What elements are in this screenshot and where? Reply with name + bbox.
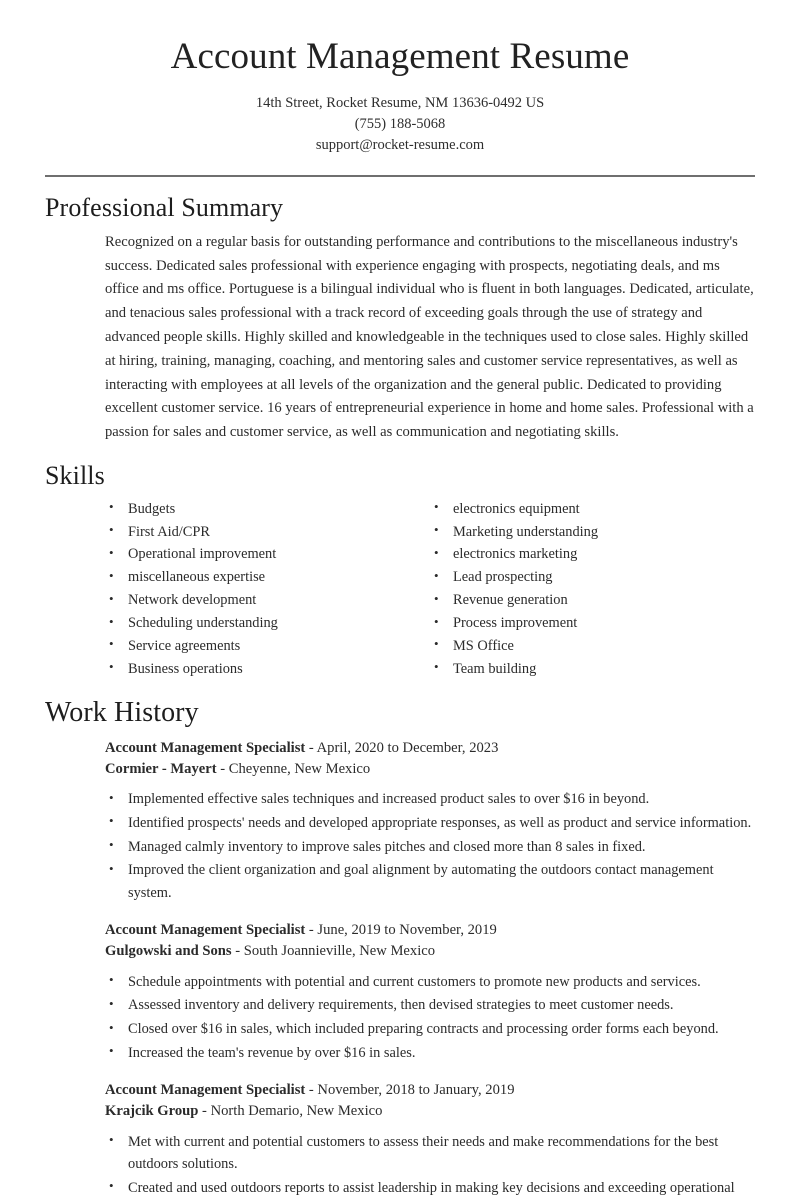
page-title: Account Management Resume [170,36,630,77]
list-item [105,859,755,904]
job-title: Account Management Specialist [105,1082,306,1099]
job-title-line: Account Management Specialist - November, 2018 to January, 2019 [105,1082,515,1099]
work-history-jobs [45,730,755,1200]
job-location: South Joannieville, New Mexico [243,943,436,960]
list-item [430,521,755,544]
job-bullet-text: Schedule appointments with potential and current customers to promote new products and services. [128,973,701,990]
skill-label: MS Office [453,637,514,654]
professional-summary-heading: Professional Summary [45,193,284,223]
skill-label: Operational improvement [128,546,277,563]
job-bullet-text: Managed calmly inventory to improve sales pitches and closed more than 8 sales in fixed. [128,838,646,855]
header-divider [45,175,755,177]
work-history-heading: Work History [45,696,199,728]
job-bullet-list [105,788,755,904]
job-bullet-text: Increased the team's revenue by over $16 in sales. [128,1044,416,1061]
list-item [105,498,430,521]
work-history-entry [105,920,755,1064]
list-item [430,658,755,681]
list-item [105,635,430,658]
job-title-line: Account Management Specialist - June, 2019 to November, 2019 [105,922,497,939]
skill-label: Network development [128,592,257,609]
skill-label: Lead prospecting [453,569,553,586]
work-history-entry [105,738,755,904]
job-bullet-text: Improved the client organization and goal alignment by automating the outdoors contact management system. [128,862,714,901]
list-item [105,1177,755,1200]
list-item [105,566,430,589]
job-bullet-text: Met with current and potential customers to assess their needs and make recommendations for the best outdoors solutions. [128,1133,719,1173]
contact-email: support@rocket-resume.com [315,136,485,153]
list-item [430,612,755,635]
skill-label: Business operations [128,660,243,677]
list-item [105,543,430,566]
skills-body [45,492,755,681]
contact-address: 14th Street, Rocket Resume, NM 13636-0492 US [255,95,545,112]
job-bullet-text: Assessed inventory and delivery requirements, then devised strategies to meet customer needs. [128,997,674,1014]
list-item [105,1131,755,1176]
list-item [105,971,755,994]
job-bullet-text: Implemented effective sales techniques and increased product sales to over $16 in beyond. [128,791,650,808]
list-item [105,788,755,811]
contact-phone: (755) 188-5068 [354,116,446,133]
skill-label: First Aid/CPR [128,523,210,540]
skill-label: Revenue generation [453,592,568,609]
list-item [430,589,755,612]
job-title-line: Account Management Specialist - April, 2020 to December, 2023 [105,739,499,756]
list-item [105,612,430,635]
job-company: Krajcik Group [105,1103,199,1119]
job-company-line: Gulgowski and Sons - South Joannieville, New Mexico [105,943,436,960]
professional-summary-body [45,224,755,445]
list-item [105,521,430,544]
skill-label: Team building [453,660,537,677]
job-dates: June, 2019 to November, 2019 [317,922,497,939]
job-location: Cheyenne, New Mexico [228,760,371,777]
job-bullet-text: Created and used outdoors reports to assist leadership in making key decisions and exceeding operational [128,1179,735,1196]
job-bullet-list [105,971,755,1064]
list-item [105,589,430,612]
job-company-line: Cormier - Mayert - Cheyenne, New Mexico [105,760,371,777]
list-item [430,498,755,521]
list-item [105,1042,755,1065]
skill-label: miscellaneous expertise [128,569,266,586]
list-item [105,812,755,835]
skills-heading: Skills [45,460,105,490]
list-item [105,836,755,859]
skill-label: Marketing understanding [453,523,599,540]
skill-label: Process improvement [453,615,578,632]
skills-column-right [430,498,755,681]
list-item [105,1018,755,1041]
job-title: Account Management Specialist [105,922,306,939]
job-location: North Demario, New Mexico [210,1103,383,1119]
job-company: Gulgowski and Sons [105,943,232,960]
skill-label: electronics equipment [453,500,580,517]
professional-summary-text: Recognized on a regular basis for outstanding performance and contributions to the miscellaneous industry's success. Dedicated sales professional with experience engaging with prospects, negotiating deals, and ms office and ms office. Portuguese is a bilingual individual who is fluent in both languages. Dedicated, articulate, and tenacious sales professional with a track record of exceeding goals through the use of strategy and advanced people skills. Highly skilled and knowledgeable in the techniques used to close sales. Highly skilled at hiring, training, managing, coaching, and mentoring sales and customer service representatives, as well as interacting with employees at all levels of the organization and the general public. Dedicated to providing excellent customer service. 16 years of entrepreneurial experience in home and home sales. Professional with a passion for sales and customer service, as well as communication and negotiating skills. [105,233,754,441]
list-item [105,658,430,681]
job-dates: November, 2018 to January, 2019 [317,1082,515,1099]
skill-label: Budgets [128,500,176,517]
job-bullet-list [105,1131,755,1200]
list-item [430,635,755,658]
job-dates: April, 2020 to December, 2023 [316,739,499,756]
job-company: Cormier - Mayert [105,760,217,777]
skill-label: Service agreements [128,637,241,654]
skills-list-left [105,498,430,681]
job-bullet-text: Identified prospects' needs and developed appropriate responses, as well as product and service information. [128,814,752,831]
section-skills [45,460,755,681]
section-professional-summary [45,192,755,445]
section-work-history [45,696,755,1200]
job-company-line: Krajcik Group - North Demario, New Mexico [105,1103,383,1119]
job-bullet-text: Closed over $16 in sales, which included preparing contracts and processing order forms each beyond. [128,1021,719,1038]
job-title: Account Management Specialist [105,739,306,756]
skills-list-right [430,498,755,681]
skill-label: Scheduling understanding [128,615,278,632]
list-item [105,994,755,1017]
list-item [430,543,755,566]
work-history-entry [105,1080,755,1199]
resume-header [45,0,755,155]
skill-label: electronics marketing [453,546,578,563]
list-item [430,566,755,589]
skills-column-left [105,498,430,681]
